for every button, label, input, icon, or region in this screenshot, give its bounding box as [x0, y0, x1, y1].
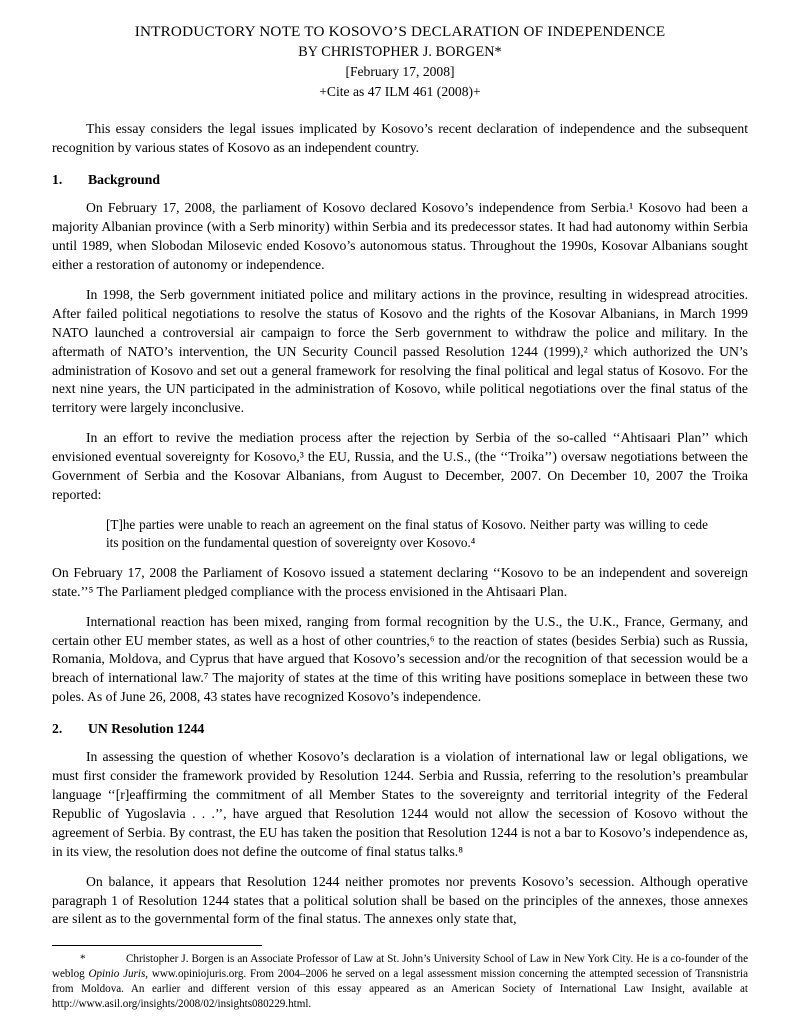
block-quote: [T]he parties were unable to reach an agreement on the final status of Kosovo. Neither party was willing to cede its position on the fundamental question of sovereignty over Kosovo.⁴	[106, 516, 708, 551]
section-title: Background	[88, 172, 161, 188]
footnote-italic-title: Opinio Juris	[88, 968, 146, 981]
paragraph: On February 17, 2008 the Parliament of Kosovo issued a statement declaring ‘‘Kosovo to be an independent and sovereign state.’’⁵ The Parliament pledged compliance with the process envisioned in the Ahtisaari Plan.	[52, 564, 748, 599]
footnote	[52, 952, 748, 1011]
footnote-line-1: Christopher J. Borgen is an Associate Professor of Law at St. John’s University School of Law in New York City.	[126, 953, 634, 966]
citation-line: +Cite as 47 ILM 461 (2008)+	[319, 84, 481, 100]
footnote-marker: *	[80, 953, 86, 966]
section-number: 1.	[52, 172, 63, 188]
abstract-paragraph: This essay considers the legal issues implicated by Kosovo’s recent declaration of independence and the subsequent recognition by various states of Kosovo as an independent country.	[52, 121, 748, 156]
author-line: BY CHRISTOPHER J. BORGEN*	[298, 43, 502, 60]
section-number: 2.	[52, 721, 63, 737]
footnote-line-2-post: , www.opiniojuris.org. From 2004–2006 he served on a legal assessment mission concerning the attempted secession of Transnistria from Moldova. An earlier and different version of this essay appeared as an American Society of International Law Insight, available at http://www.asil.org/insights/2008/02/insights080229.html.	[52, 968, 749, 1010]
paragraph: On balance, it appears that Resolution 1244 neither promotes nor prevents Kosovo’s secession. Although operative paragraph 1 of Resolution 1244 states that a political solution shall be based on the principles of the annexes, those annexes are silent as to the governmental form of the final status. The annexes only state that,	[52, 873, 748, 927]
paragraph: In assessing the question of whether Kosovo’s declaration is a violation of international law or legal obligations, we must first consider the framework provided by Resolution 1244. Serbia and Russia, referring to the resolution’s preambular language ‘‘[r]eaffirming the commitment of all Member States to the sovereignty and territorial integrity of the Federal Republic of Yugoslavia . . .’’, have argued that Resolution 1244 would not allow the secession of Kosovo without the agreement of Serbia. By contrast, the EU has taken the position that Resolution 1244 is not a bar to Kosovo’s independence as, in its view, the resolution does not define the outcome of final status talks.⁸	[52, 749, 748, 859]
section-heading-background	[52, 172, 748, 188]
paragraph: In an effort to revive the mediation process after the rejection by Serbia of the so-called ‘‘Ahtisaari Plan’’ which envisioned eventual sovereignty for Kosovo,³ the EU, Russia, and the U.S., (the ‘‘Troika’’) oversaw negotiations between the Government of Serbia and the Kosovar Albanians, from August to December, 2007. On December 10, 2007 the Troika reported:	[52, 430, 748, 502]
page-title: INTRODUCTORY NOTE TO KOSOVO’S DECLARATION OF INDEPENDENCE	[134, 23, 666, 40]
paragraph: On February 17, 2008, the parliament of Kosovo declared Kosovo’s independence from Serbia.¹ Kosovo had been a majority Albanian province (with a Serb minority) within Serbia and its predecessor states. It had had autonomy within Serbia until 1989, when Slobodan Milosevic ended Kosovo’s autonomous status. Throughout the 1990s, Kosovar Albanians sought either a restoration of autonomy or independence.	[52, 200, 748, 272]
section-title: UN Resolution 1244	[88, 721, 205, 737]
footnote-separator	[52, 945, 262, 946]
footnote-line-2-pre: He is a co-founder of the weblog	[52, 953, 748, 981]
section-heading-un-resolution-1244	[52, 721, 748, 737]
paragraph: In 1998, the Serb government initiated police and military actions in the province, resulting in widespread atrocities. After failed political negotiations to resolve the status of Kosovo and the rights of the Kosovar Albanians, in March 1999 NATO launched a controversial air campaign to force the Serb government to withdraw the police and military. In the aftermath of NATO’s intervention, the UN Security Council passed Resolution 1244 (1999),² which authorized the UN’s administration of Kosovo and set out a general framework for resolving the final political and legal status of Kosovo. For the next nine years, the UN participated in the administration of Kosovo, while political negotiations over the final status of the territory were largely inconclusive.	[52, 286, 748, 416]
page-bottom-spacer	[52, 1011, 748, 1015]
paragraph: International reaction has been mixed, ranging from formal recognition by the U.S., the U.K., France, Germany, and certain other EU member states, as well as a host of other countries,⁶ to the reaction of states (besides Serbia) such as Russia, Romania, Moldova, and Cyprus that have argued that Kosovo’s secession and/or the recognition of that secession would be a breach of international law.⁷ The majority of states at the time of this writing have positions someplace in between these two poles. As of June 26, 2008, 43 states have recognized Kosovo’s independence.	[52, 613, 748, 705]
date-line: [February 17, 2008]	[345, 63, 455, 79]
title-block	[52, 22, 748, 102]
